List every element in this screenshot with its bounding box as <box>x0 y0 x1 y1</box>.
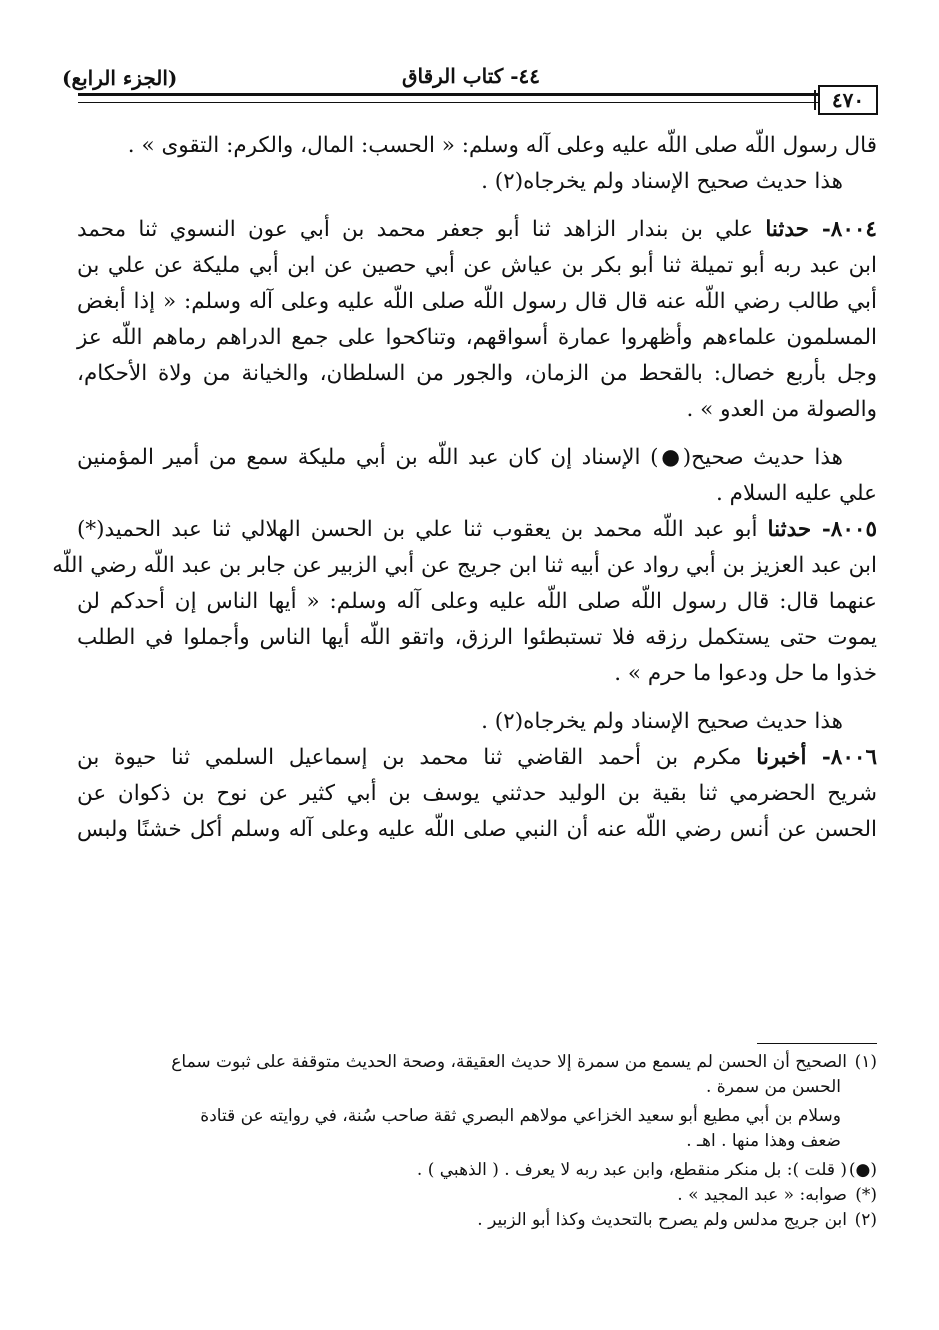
volume-label: (الجزء الرابع) <box>62 66 178 90</box>
footnote-separator <box>757 1043 877 1044</box>
double-rule <box>78 93 818 103</box>
hadith-8006 <box>77 740 877 848</box>
text-line: شريح الحضرمي ثنا بقية بن الوليد حدثني يوسف بن أبي كثير عن نوح بن ذكوان عن <box>77 781 877 806</box>
text-line: خذوا ما حل ودعوا ما حرم » . <box>614 661 877 686</box>
text-line: أبو عبد اللّه محمد بن يعقوب ثنا علي بن الحسن الهلالي ثنا عبد الحميد(*) <box>77 517 768 542</box>
footnote-text: ابن جريج مدلس ولم يصرح بالتحديث وكذا أبو الزبير . <box>477 1210 847 1230</box>
hadith-number: ٨٠٠٥- حدثنا <box>767 517 877 542</box>
hadith-number: ٨٠٠٤- حدثنا <box>765 217 877 242</box>
text-line: ابن عبد العزيز بن أبي رواد عن أبيه ثنا ابن جريج عن أبي الزبير عن جابر بن عبد اللّه رضي اللّه <box>52 553 877 578</box>
footnote-marker: (*) <box>855 1185 877 1205</box>
grade-line: هذا حديث صحيح(●) الإسناد إن كان عبد اللّه بن أبي مليكة سمع من أمير المؤمنين <box>77 445 843 470</box>
footnote-marker: (٢) <box>854 1210 877 1230</box>
text-line: يموت حتى يستكمل رزقه فلا تستبطئوا الرزق، واتقو اللّه أيها الناس وأجملوا في الطلب <box>77 625 877 650</box>
book-title: ٤٤- كتاب الرقاق <box>401 64 541 88</box>
footnotes <box>77 1050 877 1233</box>
footnote-marker: (●) <box>848 1160 877 1180</box>
text-line: المسلمون علماءهم وأظهروا عمارة أسواقهم، وتناكحوا على جمع الدراهم رماهم اللّه عز <box>77 325 877 350</box>
text-line: قال رسول اللّه صلى اللّه عليه وعلى آله وسلم: « الحسب: المال، والكرم: التقوى » . <box>127 133 877 158</box>
hadith-8004 <box>77 212 877 512</box>
hadith-number: ٨٠٠٦- أخبرنا <box>756 745 877 770</box>
footnote-text: الحسن من سمرة . <box>705 1077 841 1097</box>
text-line: مكرم بن أحمد القاضي ثنا محمد بن إسماعيل السلمي ثنا حيوة بن <box>77 745 757 770</box>
header-rule <box>78 88 878 123</box>
grade-line: هذا حديث صحيح الإسناد ولم يخرجاه(٢) . <box>481 709 843 734</box>
text-line: وجل بأربع خصال: بالقحط من الزمان، والجور من السلطان، والخيانة من ولاة الأحكام، <box>77 361 877 386</box>
footnote-text: ضعف وهذا منها . اهـ . <box>686 1131 841 1151</box>
page-number: ٤٧٠ <box>818 85 878 115</box>
text-line: والصولة من العدو » . <box>686 397 877 422</box>
text-line: علي بن بندار الزاهد ثنا أبو جعفر محمد بن أبي عون النسوي ثنا محمد <box>77 217 766 242</box>
text-line: الحسن عن أنس رضي اللّه عنه أن النبي صلى اللّه عليه وعلى آله وسلم أكل خشنًا ولبس <box>77 817 877 842</box>
grade-line: علي عليه السلام . <box>715 481 877 506</box>
text-line: عنهما قال: قال رسول اللّه صلى اللّه عليه وعلى آله وسلم: « أيها الناس إن أحدكم لن <box>77 589 877 614</box>
footnote-text: صوابه: « عبد المجيد » . <box>677 1185 847 1205</box>
footnote-text: وسلام بن أبي مطيع أبو سعيد الخزاعي مولاهم البصري ثقة صاحب سُنة، في روايته عن قتادة <box>200 1106 841 1126</box>
footnote-text: ( قلت ): بل منكر منقطع، وابن عبد ربه لا يعرف . ( الذهبي ) . <box>416 1160 847 1180</box>
text-line: ابن عبد ربه أبو تميلة ثنا أبو بكر بن عياش عن أبي حصين عن ابن أبي مليكة عن علي بن <box>77 253 877 278</box>
footnote-text: الصحيح أن الحسن لم يسمع من سمرة إلا حديث العقيقة، وصحة الحديث متوقفة على ثبوت سماع <box>171 1052 847 1072</box>
footnote-marker: (١) <box>854 1052 877 1072</box>
hadith-8005 <box>52 512 877 740</box>
text-line: أبي طالب رضي اللّه عنه قال قال رسول اللّه صلى اللّه عليه وعلى آله وسلم: « إذا أبغض <box>77 289 877 314</box>
grade-line: هذا حديث صحيح الإسناد ولم يخرجاه(٢) . <box>481 169 843 194</box>
main-text <box>52 128 877 848</box>
